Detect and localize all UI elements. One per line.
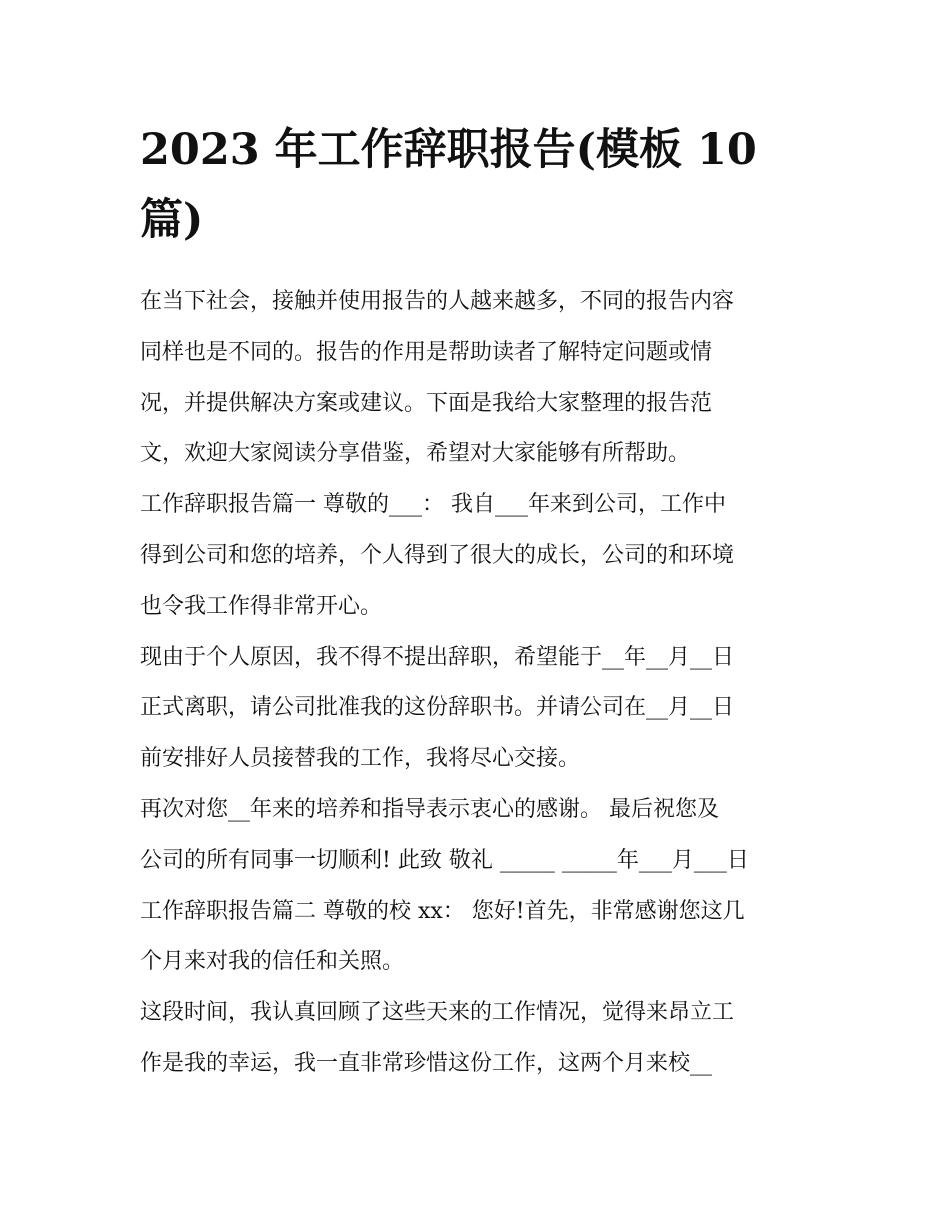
paragraph-report-one-closing xyxy=(140,785,815,988)
paragraph-report-two-body xyxy=(140,988,815,1090)
text-line: 公司的所有同事一切顺利! 此致 敬礼 _____ _____年___月___日 xyxy=(140,847,749,873)
text-line: 也令我工作得非常开心。 xyxy=(140,593,383,619)
text-line: 再次对您__年来的培养和指导表示衷心的感谢。 最后祝您及 xyxy=(140,796,719,822)
text-line: 同样也是不同的。报告的作用是帮助读者了解特定问题或情 xyxy=(140,339,713,365)
text-line: 前安排好人员接替我的工作，我将尽心交接。 xyxy=(140,746,581,772)
title-line: 2023 年工作辞职报告(模板 10 xyxy=(140,125,757,175)
text-line: 正式离职，请公司批准我的这份辞职书。并请公司在__月__日 xyxy=(140,695,735,721)
text-line: 这段时间，我认真回顾了这些天来的工作情况，觉得来昂立工 xyxy=(140,1000,735,1026)
text-line: 得到公司和您的培养，个人得到了很大的成长，公司的和环境 xyxy=(140,542,735,568)
title-line: 篇) xyxy=(140,195,204,245)
paragraph-intro xyxy=(140,277,815,480)
text-line: 工作辞职报告篇二 尊敬的校 xx： 您好!首先，非常感谢您这几 xyxy=(140,898,745,924)
text-line: 作是我的幸运，我一直非常珍惜这份工作，这两个月来校__ xyxy=(140,1050,713,1076)
paragraph-report-one-opening xyxy=(140,480,815,632)
text-line: 个月来对我的信任和关照。 xyxy=(140,949,405,975)
text-line: 在当下社会，接触并使用报告的人越来越多，不同的报告内容 xyxy=(140,289,735,314)
text-line: 况，并提供解决方案或建议。下面是我给大家整理的报告范 xyxy=(140,390,713,416)
document-title xyxy=(140,115,815,255)
document-body xyxy=(140,277,815,1090)
paragraph-report-one-reason xyxy=(140,633,815,785)
text-line: 现由于个人原因，我不得不提出辞职，希望能于__年__月__日 xyxy=(140,644,735,670)
text-line: 文，欢迎大家阅读分享借鉴，希望对大家能够有所帮助。 xyxy=(140,441,691,467)
text-line: 工作辞职报告篇一 尊敬的___： 我自___年来到公司，工作中 xyxy=(140,492,726,518)
document-page xyxy=(140,115,815,1090)
